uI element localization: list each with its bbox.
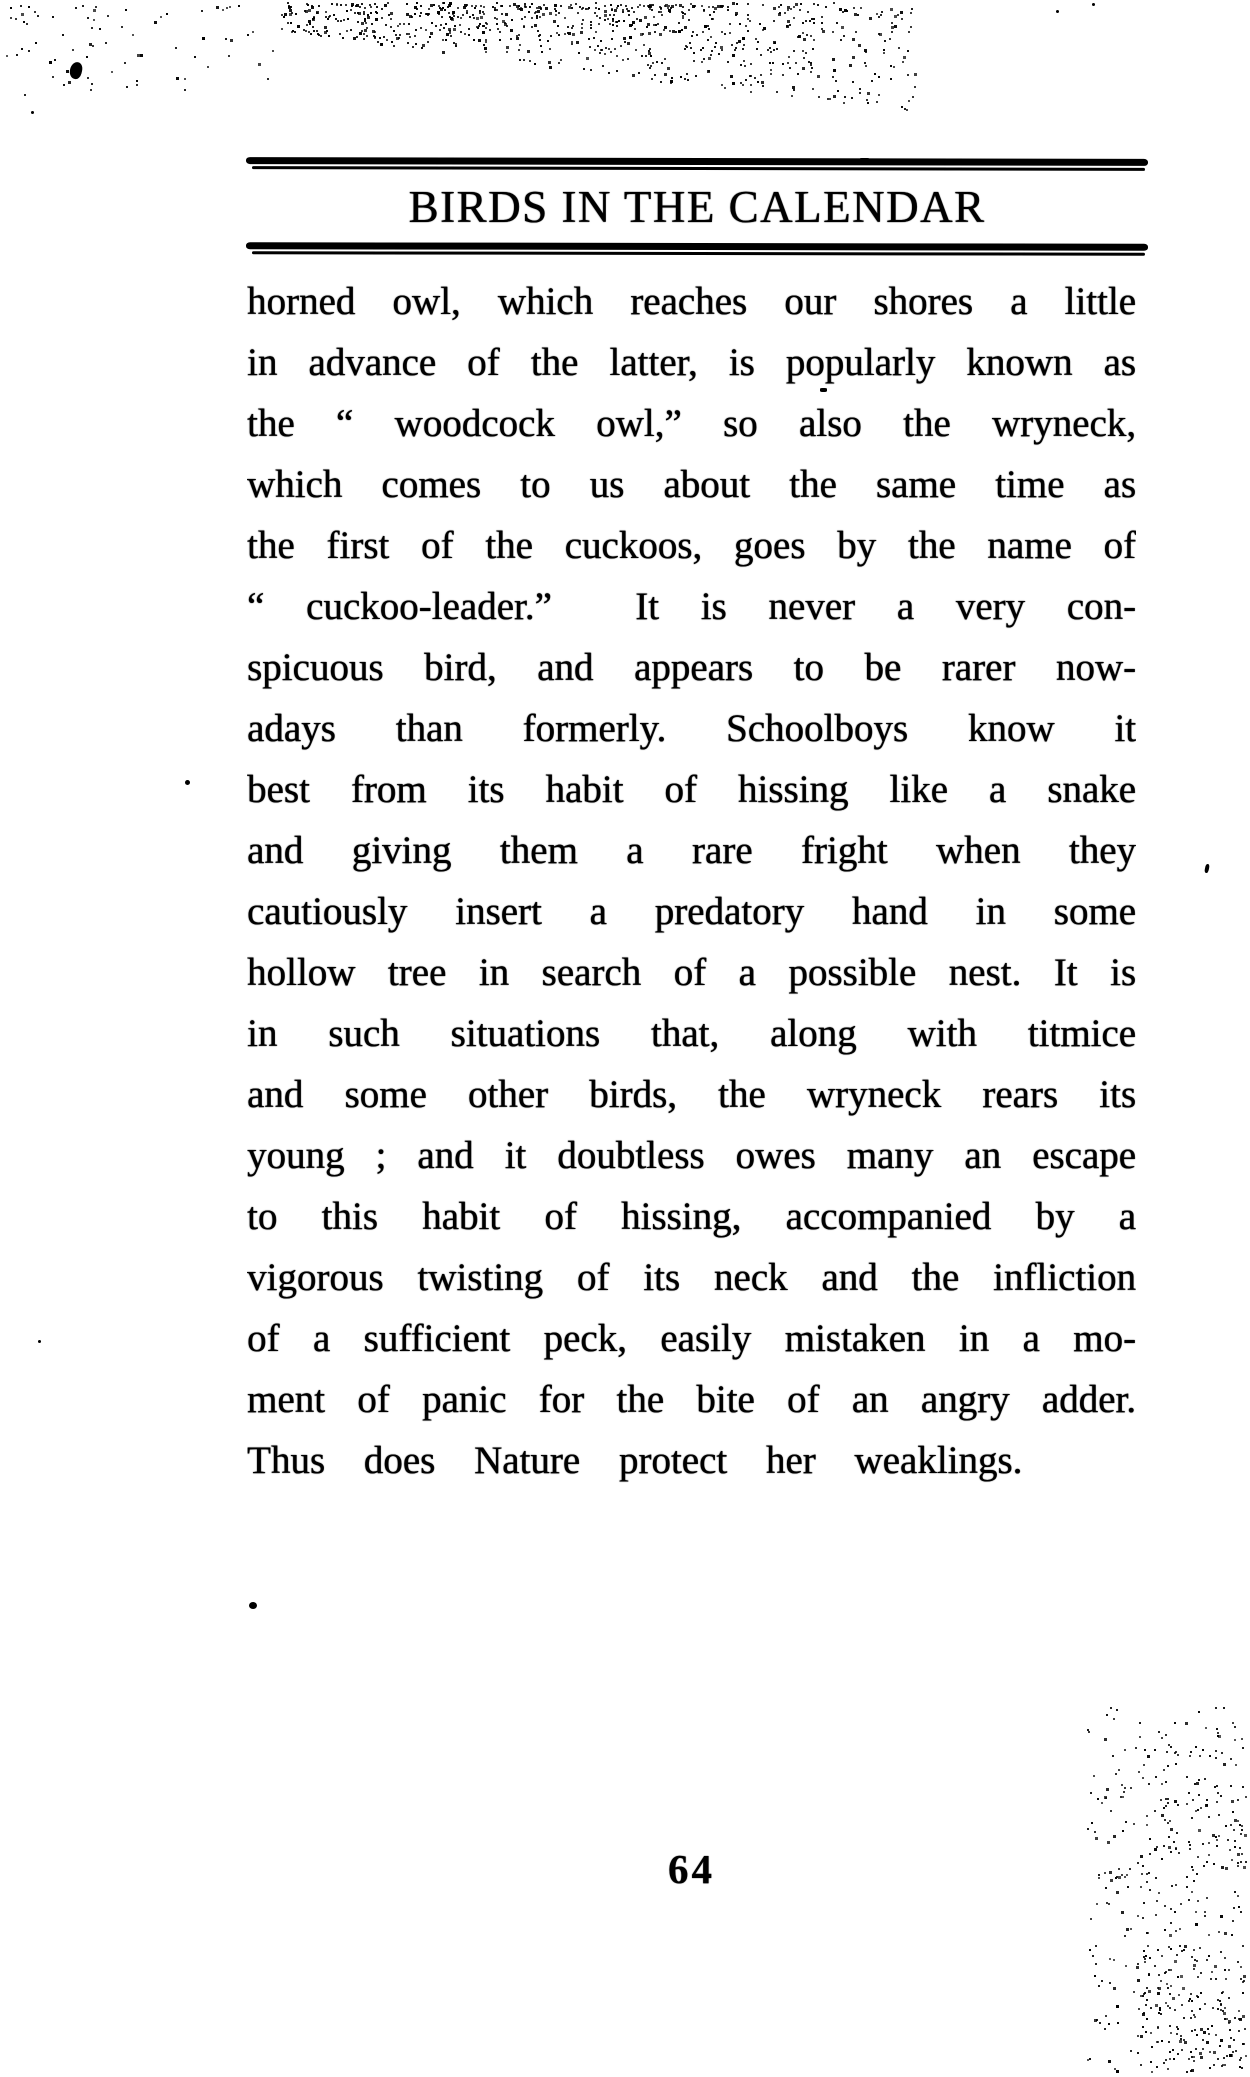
text-line: cautiously insert a predatory hand in some xyxy=(247,890,1136,933)
text-line: and giving them a rare fright when they xyxy=(247,829,1136,872)
rule-thin-bar xyxy=(252,251,1145,255)
text-line: horned owl, which reaches our shores a little xyxy=(247,280,1136,323)
text-line: young ; and it doubtless owes many an escape xyxy=(247,1134,1136,1177)
text-line: spicuous bird, and appears to be rarer now- xyxy=(247,646,1136,689)
rule-thick-bar xyxy=(246,157,1148,166)
text-line: to this habit of hissing, accompanied by a xyxy=(247,1195,1136,1238)
text-line: best from its habit of hissing like a snake xyxy=(247,768,1136,811)
rule-thin-bar xyxy=(252,166,1145,170)
scan-speck xyxy=(38,1340,41,1343)
text-line: “ cuckoo-leader.” It is never a very con- xyxy=(247,585,1136,628)
stray-period-mark xyxy=(249,1602,257,1609)
body-paragraph xyxy=(247,271,1136,1491)
scan-speck xyxy=(31,111,34,114)
header-rule-bottom xyxy=(246,242,1148,256)
running-head-title: BIRDS IN THE CALENDAR xyxy=(408,182,986,232)
scan-speck xyxy=(1056,10,1059,13)
text-line: in advance of the latter, is popularly known as xyxy=(247,341,1136,384)
text-line: the first of the cuckoos, goes by the name of xyxy=(247,524,1136,567)
text-line: and some other birds, the wryneck rears its xyxy=(247,1073,1136,1116)
text-line: vigorous twisting of its neck and the infliction xyxy=(247,1256,1136,1299)
text-line: adays than formerly. Schoolboys know it xyxy=(247,707,1136,750)
scan-speck xyxy=(185,780,190,785)
page-number: 64 xyxy=(668,1846,715,1892)
text-line: the “ woodcock owl,” so also the wryneck, xyxy=(247,402,1136,445)
text-line: of a sufficient peck, easily mistaken in a mo- xyxy=(247,1317,1136,1360)
ink-blot xyxy=(68,61,84,80)
text-line: in such situations that, along with titmice xyxy=(247,1012,1136,1055)
text-line: Thus does Nature protect her weaklings. xyxy=(247,1439,1023,1482)
text-line: which comes to us about the same time as xyxy=(247,463,1136,506)
text-line: hollow tree in search of a possible nest. It is xyxy=(247,951,1136,994)
header-rule-top xyxy=(246,157,1148,171)
text-line: ment of panic for the bite of an angry adder. xyxy=(247,1378,1136,1421)
scan-speck xyxy=(1204,864,1210,874)
scan-speck xyxy=(1092,3,1095,6)
rule-thick-bar xyxy=(246,242,1148,251)
